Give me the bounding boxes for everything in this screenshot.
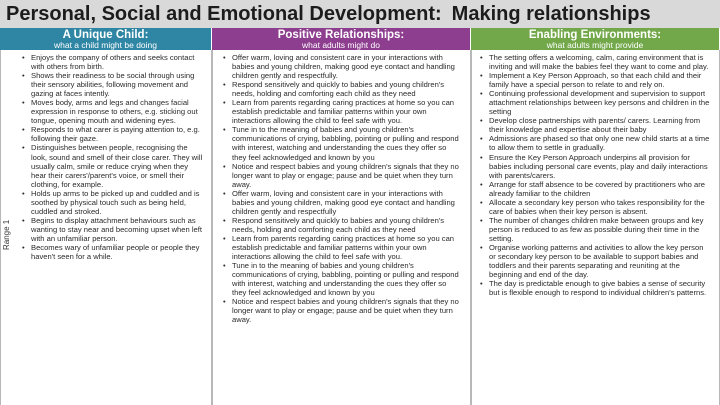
- list-item: • Holds up arms to be picked up and cuddled and is soothed by physical touch such as being held, cuddled and stroked.: [31, 189, 205, 216]
- list-item: • Tune in to the meaning of babies and young children's communications of crying, babbling, pointing or pulling and respond with interest, watching and understanding the cues they offer so they feel acknowledged and known by you: [232, 261, 462, 297]
- list-item: • The setting offers a welcoming, calm, caring environment that is inviting and will make the babies feel they want to come and play.: [489, 53, 712, 71]
- list-item: • Admissions are phased so that only one new child starts at a time to allow them to settle in gradually.: [489, 134, 712, 152]
- range-label: Range 1: [2, 219, 11, 251]
- enabling-environments-list: [472, 50, 719, 297]
- list-item: • Organise working patterns and activities to allow the key person or secondary key person to be available to support babies and toddlers and their parents separating and reuniting at the beginning and end of the day.: [489, 243, 712, 279]
- list-item: • Arrange for staff absence to be covered by practitioners who are already familiar to the children: [489, 180, 712, 198]
- list-item: • Shows their readiness to be social through using their sensory abilities, following movement and gazing at faces intently.: [31, 71, 205, 98]
- list-item: • Notice and respect babies and young children's signals that they no longer want to play or engage; pause and be quiet when they turn away.: [232, 162, 462, 189]
- list-item: • Responds to what carer is paying attention to, e.g. following their gaze.: [31, 125, 205, 143]
- list-item: • Implement a Key Person Approach, so that each child and their family have a special person to relate to and rely on.: [489, 71, 712, 89]
- list-item: • The number of changes children make between groups and key person is reduced to as few as possible during their time in the setting.: [489, 216, 712, 243]
- column-header-unique-child: [0, 28, 212, 50]
- list-item: • Offer warm, loving and consistent care in your interactions with babies and young children, making good eye contact and handling children gently and respectfully: [232, 189, 462, 216]
- list-item: • The day is predictable enough to give babies a sense of security but is flexible enough to respond to individual children's patterns.: [489, 279, 712, 297]
- list-item: • Learn from parents regarding caring practices at home so you can establish predictable and familiar patterns within your own interactions allowing the child to feel safe with you.: [232, 234, 462, 261]
- column-unique-child: [0, 50, 212, 405]
- list-item: • Distinguishes between people, recognising the look, sound and smell of their close carer. They will usually calm, smile or reduce crying when they hear their carers'/parent's voice, or smell their clothing, for example.: [31, 143, 205, 188]
- list-item: • Notice and respect babies and young children's signals that they no longer want to play or engage; pause and be quiet when they turn away.: [232, 297, 462, 324]
- list-item: • Learn from parents regarding caring practices at home so you can establish predictable and familiar patterns within your own interactions allowing the child to feel safe with you.: [232, 98, 462, 125]
- list-item: • Offer warm, loving and consistent care in your interactions with babies and young children, making good eye contact and handling children gently and respectfully.: [232, 53, 462, 80]
- column-enabling-environments: [471, 50, 720, 405]
- column-heading: Enabling Environments:: [528, 29, 662, 41]
- page-title: [0, 0, 720, 28]
- list-item: • Continuing professional development and supervision to support attachment relationships between key persons and children in the setting: [489, 89, 712, 116]
- column-positive-relationships: [212, 50, 471, 405]
- column-heading: A Unique Child:: [62, 29, 149, 41]
- list-item: • Moves body, arms and legs and changes facial expression in response to others, e.g. sticking out tongue, opening mouth and widening eyes.: [31, 98, 205, 125]
- list-item: • Respond sensitively and quickly to babies and young children's needs, holding and comforting each child as they need: [232, 80, 462, 98]
- column-subheading: what adults might do: [302, 40, 380, 50]
- list-item: • Begins to display attachment behaviours such as wanting to stay near and becoming upset when left with an unfamiliar person.: [31, 216, 205, 243]
- title-sub: Making relationships: [451, 3, 651, 25]
- title-main: Personal, Social and Emotional Development:: [6, 3, 442, 25]
- list-item: • Becomes wary of unfamiliar people or people they haven't seen for a while.: [31, 243, 205, 261]
- list-item: • Develop close partnerships with parents/ carers. Learning from their knowledge and expertise about their baby: [489, 116, 712, 134]
- list-item: • Tune in to the meaning of babies and young children's communications of crying, babbling, pointing or pulling and respond with interest, watching and understanding the cues they offer so they feel acknowledged and known by you: [232, 125, 462, 161]
- list-item: • Allocate a secondary key person who takes responsibility for the care of babies when their key person is absent.: [489, 198, 712, 216]
- positive-relationships-list: [213, 50, 470, 324]
- column-subheading: what a child might be doing: [53, 40, 157, 50]
- column-header-enabling-environments: [471, 28, 720, 50]
- unique-child-list: [1, 50, 211, 261]
- list-item: • Ensure the Key Person Approach underpins all provision for babies including personal care events, play and daily interactions with parents/carers.: [489, 153, 712, 180]
- list-item: • Respond sensitively and quickly to babies and young children's needs, holding and comforting each child as they need: [232, 216, 462, 234]
- column-header-positive-relationships: [212, 28, 471, 50]
- list-item: • Enjoys the company of others and seeks contact with others from birth.: [31, 53, 205, 71]
- column-heading: Positive Relationships:: [277, 29, 405, 41]
- column-subheading: what adults might provide: [546, 40, 644, 50]
